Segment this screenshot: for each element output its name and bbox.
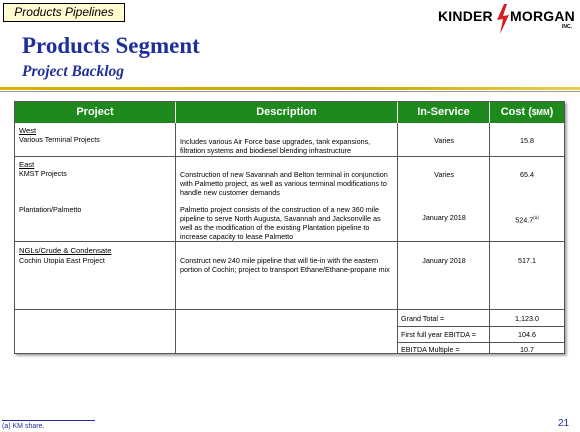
grand-total-label: Grand Total = (401, 314, 445, 323)
page-subtitle: Project Backlog (22, 63, 125, 80)
project-description: Construct new 240 mile pipeline that will tie-in with the eastern portion of Cochin; project to transport Ethane/Ethane-propane mix (180, 256, 390, 274)
footnote-marker: (a) (533, 215, 539, 220)
row-divider (15, 309, 564, 310)
column-header-description: Description (176, 102, 398, 123)
row-divider (15, 241, 564, 242)
grand-total-value: 1,123.0 (515, 314, 539, 323)
cost-header-label: Cost ( (500, 106, 532, 118)
page-number: 21 (558, 418, 570, 429)
cost-value (490, 213, 564, 224)
project-name: Various Terminal Projects (19, 135, 100, 144)
row-divider (397, 326, 564, 327)
in-service-date: January 2018 (422, 213, 466, 222)
project-description: Palmetto project consists of the construction of a new 360 mile pipeline to serve North Augusta, Savannah and Jacksonville as well as the modification of the existing Plantation pipeline to increase capacity to lease Palmetto (180, 205, 381, 241)
footnote: (a) KM share. (2, 423, 45, 430)
ebitda-label: First full year EBITDA = (401, 330, 476, 339)
row-divider (397, 342, 564, 343)
project-description: Includes various Air Force base upgrades, tank expansions, filtration systems and biodiesel blending infrastructure (180, 137, 371, 155)
ebitda-multiple-label: EBITDA Multiple = (401, 345, 460, 354)
cost-value: 517.1 (518, 256, 536, 265)
cost-amount: 524.7 (515, 215, 534, 225)
column-divider (175, 123, 176, 353)
ebitda-value: 104.6 (518, 330, 536, 339)
gray-divider (0, 91, 580, 92)
project-description: Construction of new Savannah and Belton terminal in conjunction with Palmetto project, as well as various terminal modifications to handle new customer demands (180, 170, 388, 197)
cost-header-tail: ) (549, 106, 554, 118)
section-tag: Products Pipelines (3, 3, 125, 22)
column-header-project: Project (15, 102, 176, 123)
in-service-date: Varies (434, 170, 454, 179)
row-divider (15, 156, 564, 157)
project-name: KMST Projects (19, 169, 67, 178)
ebitda-multiple-value: 10.7 (520, 345, 534, 354)
logo-inc: INC. (562, 24, 572, 30)
footnote-rule (2, 420, 95, 421)
project-backlog-table (14, 101, 565, 354)
column-header-in-service: In-Service (398, 102, 490, 123)
project-name: Plantation/Palmetto (19, 205, 82, 214)
page-title: Products Segment (22, 33, 200, 58)
column-divider (397, 123, 398, 353)
cost-header-unit: $MM (531, 108, 550, 117)
cost-value: 15.8 (520, 136, 534, 145)
gold-divider (0, 87, 580, 90)
in-service-date: January 2018 (422, 256, 466, 265)
kinder-morgan-logo (438, 4, 576, 32)
in-service-date: Varies (434, 136, 454, 145)
column-header-cost (490, 102, 564, 123)
section-label-east: East (19, 160, 35, 169)
section-label-west: West (19, 126, 37, 135)
section-label-ngls: NGLs/Crude & Condensate (19, 246, 112, 255)
logo-word-left: KINDER (438, 8, 493, 24)
lightning-bolt-icon (495, 4, 511, 34)
cost-value: 65.4 (520, 170, 534, 179)
project-name: Cochin Utopia East Project (19, 256, 105, 265)
logo-word-right: MORGAN (510, 8, 575, 24)
